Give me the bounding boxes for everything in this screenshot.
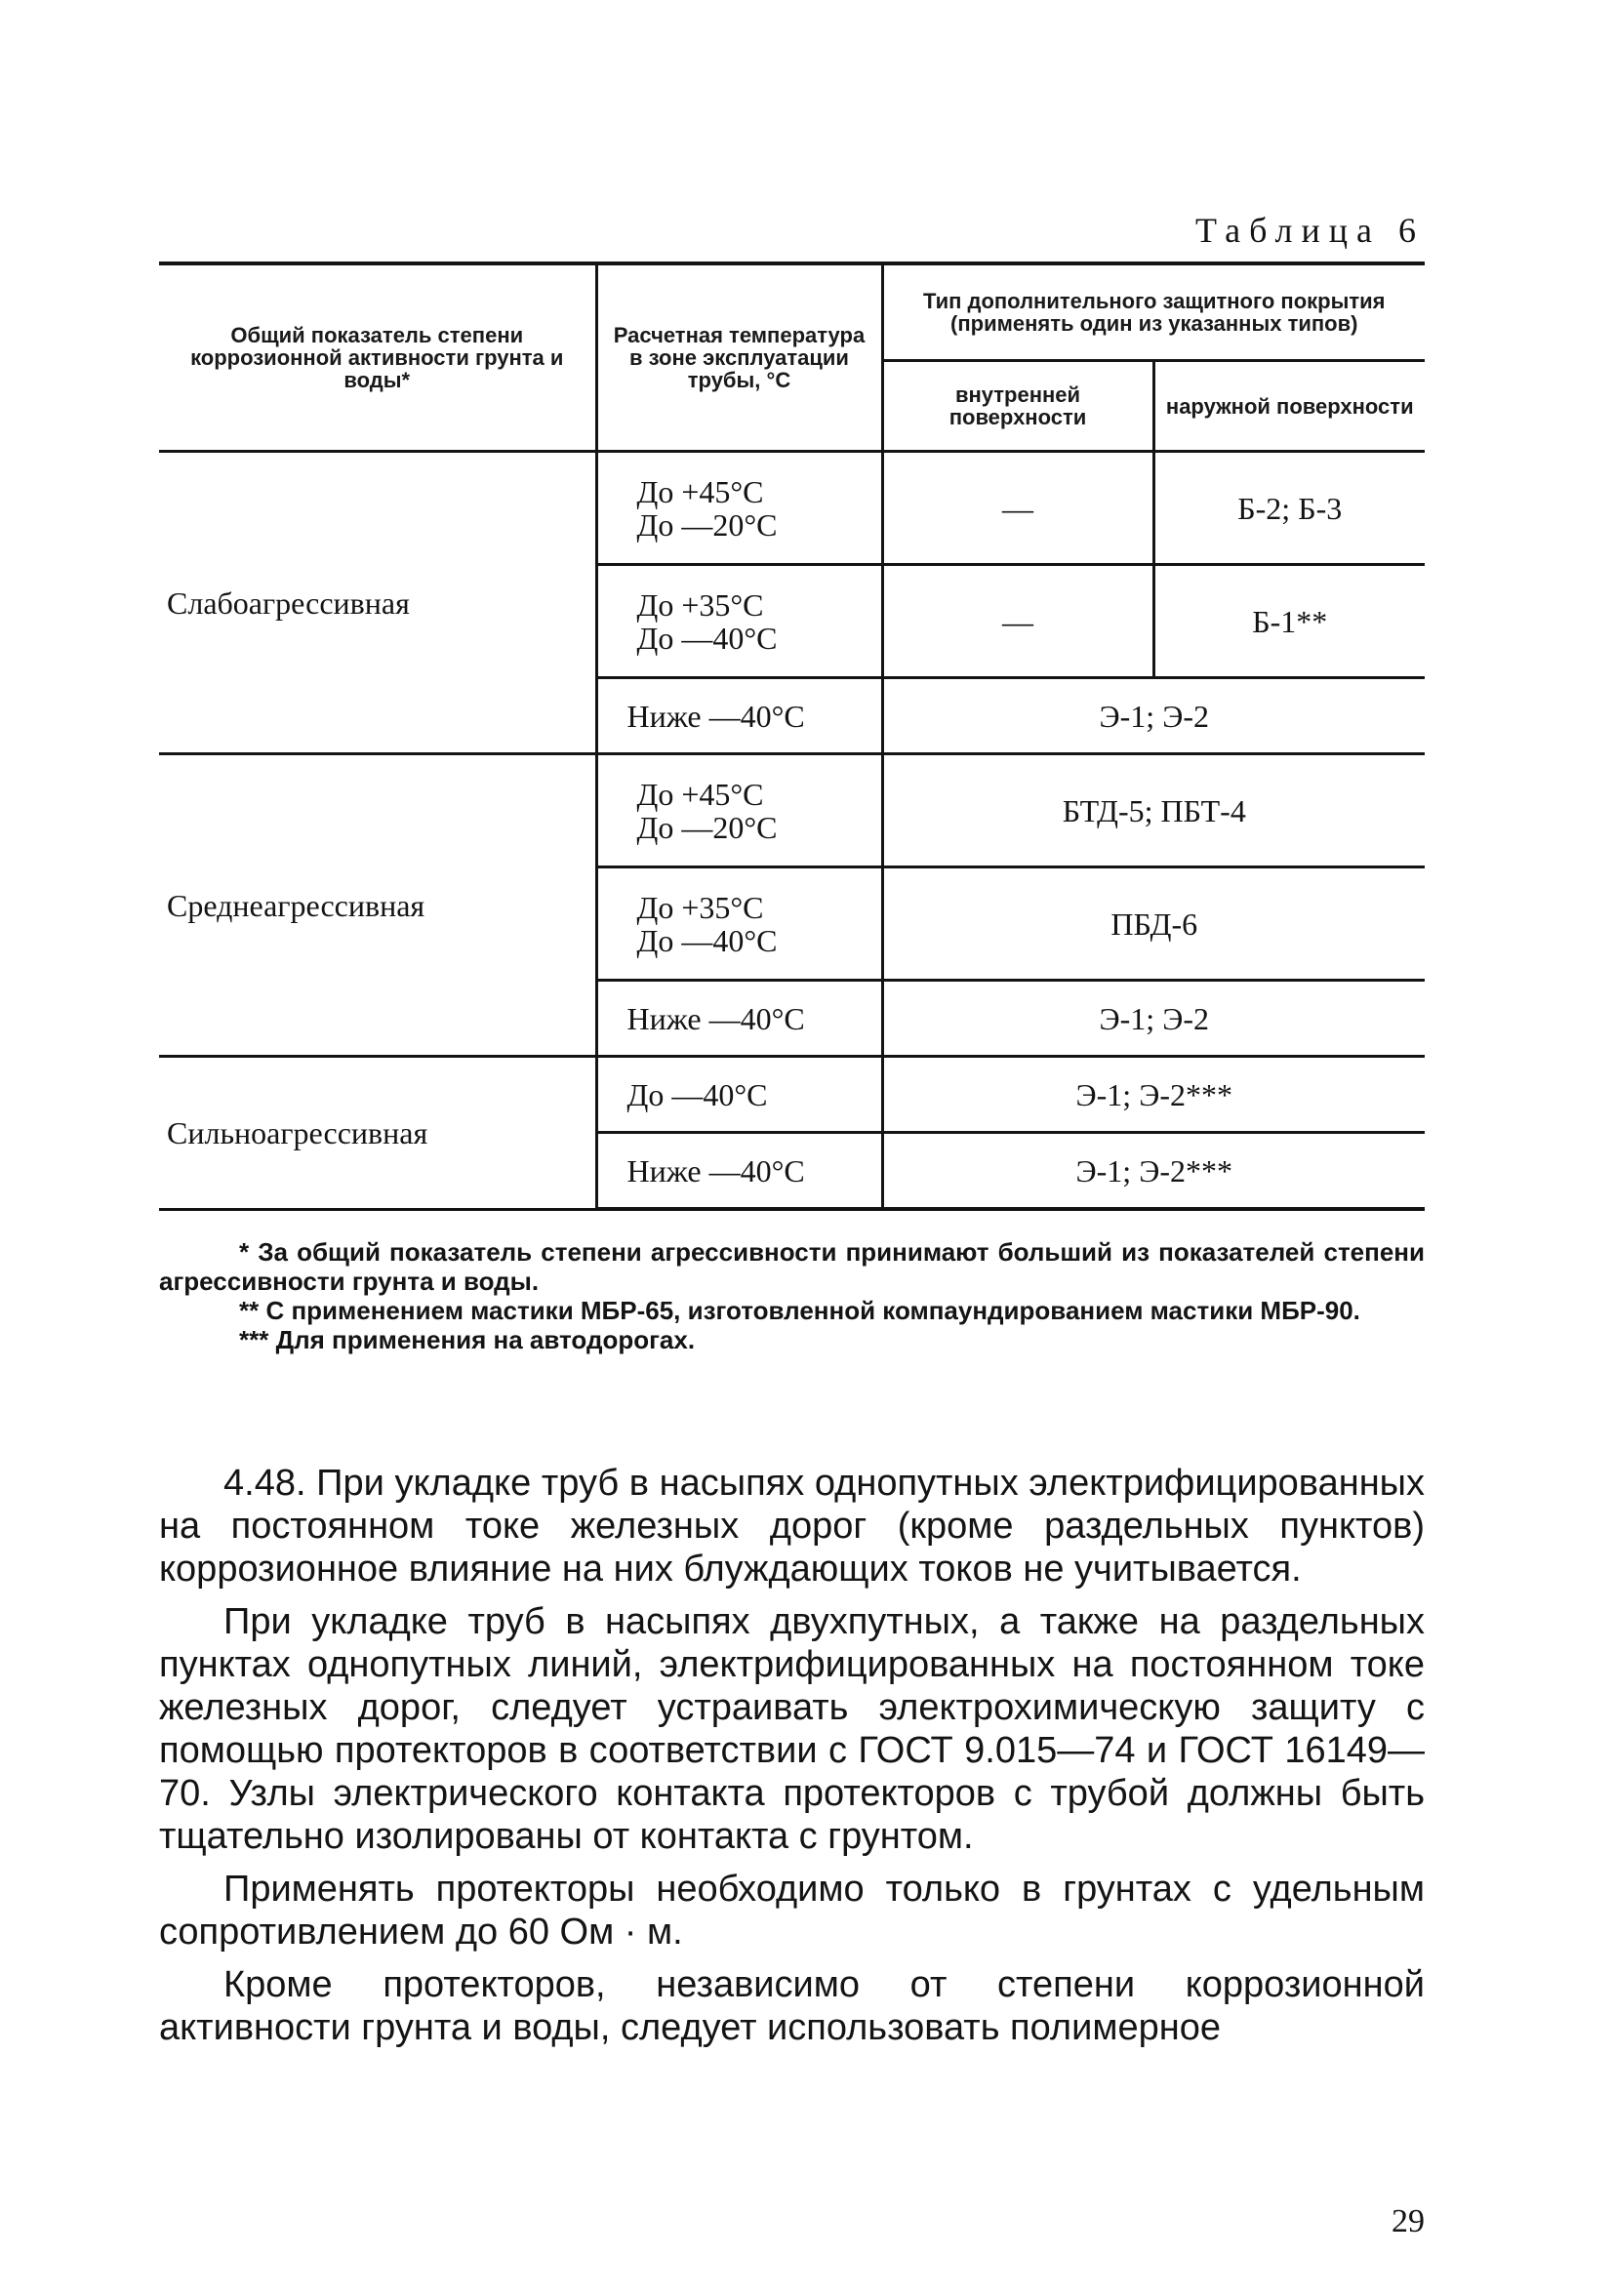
temperature-cell: Ниже —40°С [596, 1133, 882, 1210]
group-name: Среднеагрессивная [159, 754, 596, 1057]
temperature-line: До +35°С [636, 586, 764, 623]
footnote: *** Для применения на автодорогах. [239, 1325, 696, 1354]
temperature-cell [596, 565, 882, 678]
footnote: * За общий показатель степени агрессивности принимают больший из показателей степени агрессивности грунта и воды. [159, 1237, 1425, 1296]
paragraph: Применять протекторы необходимо только в грунтах с удельным сопротивлением до 60 Ом · м. [159, 1869, 1425, 1953]
coating-cell: Э-1; Э-2*** [882, 1057, 1425, 1133]
temperature-line: До —20°С [636, 506, 778, 543]
group-name: Сильноагрессивная [159, 1057, 596, 1210]
outer-coating-cell: Б-2; Б-3 [1153, 452, 1425, 565]
temperature-line: До —20°С [636, 809, 778, 845]
temperature-cell: Ниже —40°С [596, 678, 882, 754]
temperature-cell: До —40°С [596, 1057, 882, 1133]
header-coating-type: Тип дополнительного защитного покрытия (применять один из указанных типов) [882, 263, 1425, 361]
coating-cell: ПБД-6 [882, 867, 1425, 981]
temperature-cell: Ниже —40°С [596, 981, 882, 1057]
paragraph: Кроме протекторов, независимо от степени коррозионной активности грунта и воды, следует использовать полимерное [159, 1964, 1425, 2048]
page-number: 29 [1392, 2203, 1425, 2239]
inner-coating-cell: — [882, 565, 1153, 678]
body-text [159, 1462, 1425, 2059]
coating-cell: БТД-5; ПБТ-4 [882, 754, 1425, 867]
temperature-cell [596, 754, 882, 867]
temperature-line: До —40°С [636, 922, 778, 958]
coating-cell: Э-1; Э-2 [882, 678, 1425, 754]
header-corrosion-index: Общий показатель степени коррозионной активности грунта и воды* [159, 263, 596, 452]
coating-cell: Э-1; Э-2 [882, 981, 1425, 1057]
table-footnotes [159, 1237, 1425, 1354]
inner-coating-cell: — [882, 452, 1153, 565]
temperature-line: До +35°С [636, 889, 764, 925]
footnote: ** С применением мастики МБР-65, изготовленной компаундированием мастики МБР-90. [239, 1296, 1360, 1325]
temperature-cell [596, 452, 882, 565]
temperature-line: До +45°С [636, 473, 764, 509]
temperature-line: До —40°С [636, 620, 778, 656]
header-inner-surface: внутренней поверхности [882, 361, 1153, 452]
header-outer-surface: наружной поверхности [1153, 361, 1425, 452]
group-name: Слабоагрессивная [159, 452, 596, 754]
temperature-line: До +45°С [636, 776, 764, 812]
header-design-temperature: Расчетная температура в зоне эксплуатации трубы, °С [596, 263, 882, 452]
paragraph: 4.48. При укладке труб в насыпях однопутных электрифицированных на постоянном токе железных дорог (кроме раздельных пунктов) коррозионное влияние на них блуждающих токов не учитывается. [159, 1463, 1425, 1590]
table-caption: Таблица 6 [1195, 211, 1425, 250]
outer-coating-cell: Б-1** [1153, 565, 1425, 678]
temperature-cell [596, 867, 882, 981]
coating-table [159, 262, 1425, 1211]
paragraph: При укладке труб в насыпях двухпутных, а также на раздельных пунктах однопутных линий, электрифицированных на постоянном токе железных дорог, следует устраивать электрохимическую защиту с помощью протекторов в соответствии с ГОСТ 9.015—74 и ГОСТ 16149—70. Узлы электрического контакта протекторов с трубой должны быть тщательно изолированы от контакта с грунтом. [159, 1601, 1425, 1857]
coating-cell: Э-1; Э-2*** [882, 1133, 1425, 1210]
